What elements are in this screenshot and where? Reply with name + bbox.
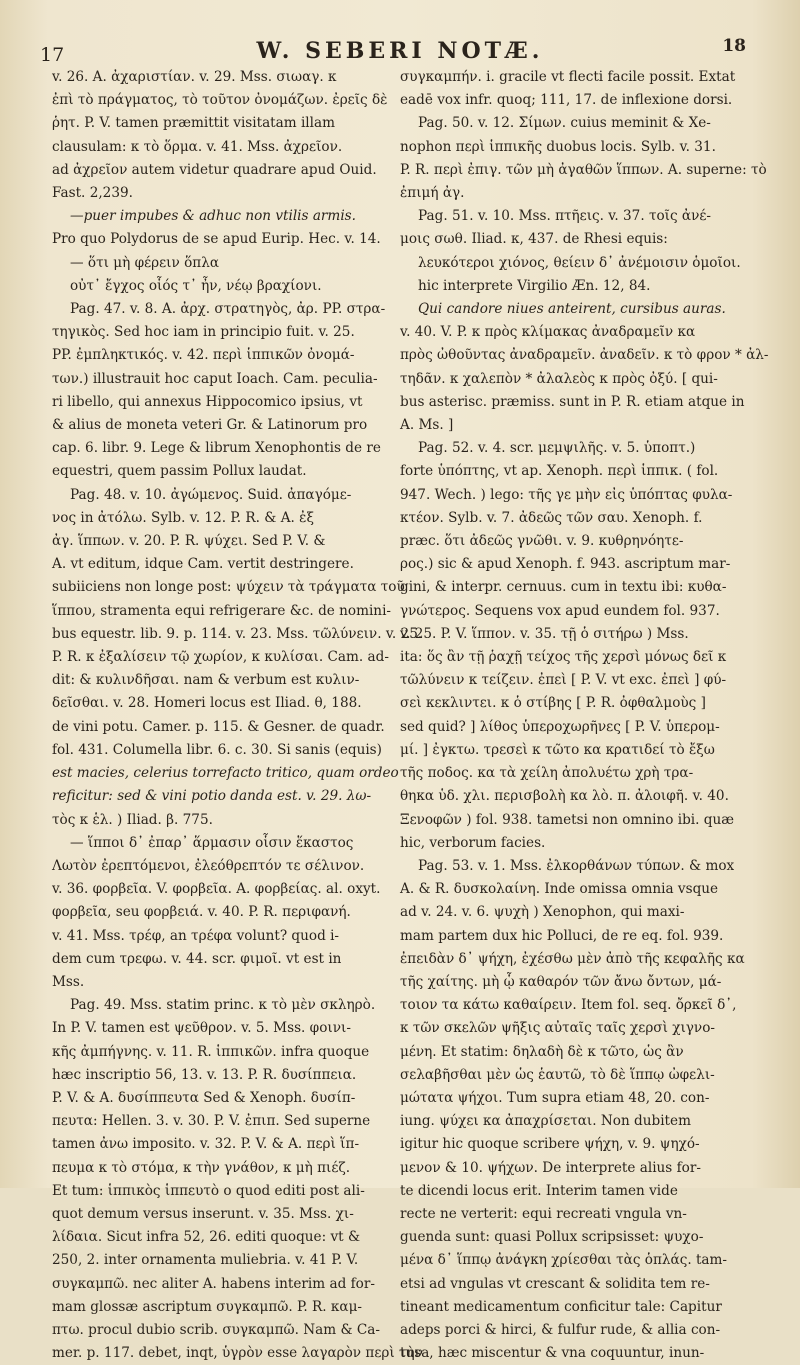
text-line: guenda sunt: quasi Pollux scripsisset: ψυχο-	[400, 1229, 704, 1246]
text-line: P. R. κ ἐξαλίσειν τῷ χωρίον, κ κυλίσαι. Cam. ad-	[52, 649, 389, 666]
text-line: Mss.	[52, 973, 85, 990]
text-line: μώτατα ψήχοι. Tum supra etiam 48, 20. con-	[400, 1089, 710, 1106]
text-line: A. Ms. ]	[400, 417, 454, 434]
text-line: Ξενοφῶν ) fol. 938. tametsi non omnino ibi. quæ	[400, 811, 734, 828]
text-line: tineant medicamentum conficitur tale: Capitur	[400, 1298, 722, 1315]
text-line: subiiciens non longe post: ψύχειν τὰ τράγματα τοῦ	[52, 579, 405, 596]
text-line: ἐπιμή ἀγ.	[400, 185, 465, 202]
page-header	[40, 36, 760, 70]
text-line: A. & R. δυσκολαίνη. Inde omissa omnia vsque	[400, 881, 719, 898]
text-line: P. R. περὶ ἐπιγ. τῶν μὴ ἀγαθῶν ἵππων. A. superne: τὸ	[400, 161, 767, 178]
text-line: κ τῶν σκελῶν ψῆξις αὐταῖς ταῖς χερσὶ χιγνο-	[400, 1020, 715, 1037]
text-line: gini, & interpr. cernuus. cum in textu ibi: κυθα-	[400, 579, 727, 596]
text-line: γνώτερος. Sequens vox apud eundem fol. 937.	[400, 602, 720, 619]
text-line: πρὸς ὠθοῦντας ἀναδραμεῖν. ἀναδεῖν. κ τὸ φρον * ἀλ-	[400, 347, 769, 364]
text-line: ita: ὅς ἂν τῇ ῥαχῇ τείχος τῆς χερσὶ μόνως δεῖ κ	[400, 649, 727, 666]
text-line: μί. ] ἐγκτω. τρεσεὶ κ τῶτο κα κρατιδεί τὸ ἔξω	[400, 741, 715, 758]
text-line: ἐπὶ τὸ πράγματος, τὸ τοῦτον ὀνομάζων. ἐρεῖς δὲ	[52, 92, 388, 109]
text-line: —puer impubes & adhuc non vtilis armis.	[70, 208, 356, 225]
text-line: κῆς ἀμπήγνης. v. 11. R. ἱππικῶν. infra quoque	[52, 1043, 370, 1060]
text-line: v. 26. A. ἀχαριστίαν. v. 29. Mss. σιωαγ. κ	[52, 69, 337, 85]
text-line: & alius de moneta veteri Gr. & Latinorum pro	[52, 417, 368, 434]
text-line: bus equestr. lib. 9. p. 114. v. 23. Mss. τῶλύνειν. v. 25.	[52, 625, 423, 642]
text-line: mer. p. 117. debet, inqt, ὑγρὸν esse λαγαρὸν περὶ τὴν	[52, 1345, 423, 1362]
text-line: v. 41. Mss. τρέφ, an τρέφα volunt? quod i-	[52, 927, 340, 944]
left-column	[52, 66, 423, 1362]
text-line: de vini potu. Camer. p. 115. & Gesner. de quadr.	[52, 718, 385, 735]
text-line: σελαβῆσθαι μὲν ὡς ἑαυτῶ, τὸ δὲ ἵππῳ ὠφελι-	[400, 1066, 715, 1083]
text-line: λίδαια. Sicut infra 52, 26. editi quoque: vt &	[52, 1229, 361, 1246]
text-line: PP. ἐμπληκτικός. v. 42. περὶ ἱππικῶν ὀνομά-	[52, 347, 355, 364]
text-line: θηκα ὑδ. χλι. περισβολὴ κα λὸ. π. ἀλοιφῆ. v. 40.	[400, 788, 729, 805]
text-line: ri libello, qui annexus Hippocomico ipsius, vt	[52, 393, 363, 410]
text-line: ἐπειδὰν δ᾽ ψήχη, ἐχέσθω μὲν ἀπὸ τῆς κεφαλῆς κα	[400, 950, 745, 967]
page-number-right: 18	[722, 36, 746, 56]
text-line: Pag. 47. v. 8. A. ἀρχ. στρατηγὸς, ἀρ. PP. στρα-	[70, 301, 386, 318]
text-line: v. 25. P. V. ἵππον. v. 35. τῇ ὁ σιτήρω ) Mss.	[400, 625, 689, 642]
text-line: ῥητ. P. V. tamen præmittit visitatam illam	[52, 115, 335, 132]
text-line: P. V. & A. δυσίππευτα Sed & Xenoph. δυσίπ-	[52, 1089, 356, 1106]
text-line: πτω. procul dubio scrib. συγκαμπῶ. Nam & Ca-	[52, 1321, 380, 1338]
text-line: fol. 431. Columella libr. 6. c. 30. Si sanis (equis)	[52, 741, 382, 758]
text-line: dem cum τρεφω. v. 44. scr. φιμοῖ. vt est in	[52, 950, 342, 967]
text-line: οὐτ᾽ ἔγχος οἷός τ᾽ ἦν, νέῳ βραχίονι.	[70, 277, 322, 294]
text-line: hic interprete Virgilio Æn. 12, 84.	[418, 277, 651, 294]
text-line: τὸς κ ἑλ. ) Iliad. β. 775.	[52, 811, 213, 828]
text-line: σεὶ κεκλιντει. κ ὁ στίβης [ P. R. ὀφθαλμοὺς ]	[400, 695, 706, 712]
text-line: v. 40. V. P. κ πρὸς κλίμακας ἀναδραμεῖν κα	[400, 324, 696, 341]
text-line: te dicendi locus erit. Interim tamen vide	[400, 1182, 678, 1199]
text-line: νος in ἀτόλω. Sylb. v. 12. P. R. & A. ἐξ	[52, 509, 314, 526]
text-line: Pag. 48. v. 10. ἀγώμενος. Suid. ἀπαγόμε-	[70, 486, 352, 503]
text-line: συγκαμπῶ. nec aliter A. habens interim ad for-	[52, 1275, 375, 1292]
text-line: τηδᾶν. κ χαλεπὸν * ἀλαλεὸς κ πρὸς ὀξύ. [ qui-	[400, 370, 718, 387]
text-line: 250, 2. inter ornamenta muliebria. v. 41 P. V.	[52, 1252, 359, 1269]
text-line: — ὅτι μὴ φέρειν ὅπλα	[70, 254, 219, 271]
text-line: iung. ψύχει κα ἀπαχρίσεται. Non dubitem	[400, 1113, 691, 1130]
text-line: ad ἀχρεῖον autem videtur quadrare apud Ouid.	[52, 161, 377, 178]
text-line: των.) illustrauit hoc caput Ioach. Cam. peculia-	[52, 370, 378, 387]
text-line: equestri, quem passim Pollux laudat.	[52, 463, 307, 480]
text-line: τηγικὸς. Sed hoc iam in principio fuit. v. 25.	[52, 324, 355, 341]
text-line: igitur hic quoque scribere ψήχη, v. 9. ψηχό-	[400, 1136, 700, 1153]
text-line: Fast. 2,239.	[52, 185, 133, 202]
text-line: dit: & κυλινδῆσαι. nam & verbum est κυλιν-	[52, 672, 360, 689]
text-line: Pag. 50. v. 12. Σίμων. cuius meminit & Xe-	[418, 115, 711, 132]
text-line: Pag. 53. v. 1. Mss. ἐλκορθάνων τύπων. & mox	[418, 857, 735, 874]
text-line: forte ὑπόπτης, vt ap. Xenoph. περὶ ἱππικ. ( fol.	[400, 463, 719, 480]
text-line: τῶλύνειν κ τείζειν. ἐπεὶ [ P. V. vt exc. ἐπεὶ ] φύ-	[400, 672, 727, 689]
text-line: præc. ὅτι ἀδεῶς γνῶθι. v. 9. κυθρηνόητε-	[400, 533, 684, 550]
text-line: eadē vox infr. quoq; 111, 17. de inflexione dorsi.	[400, 92, 733, 109]
text-line: clausulam: κ τὸ ὅρμα. v. 41. Mss. ἀχρεῖον.	[52, 138, 343, 155]
text-line: — ἵπποι δ᾽ ἐπαρ᾽ ἅρμασιν οἷσιν ἕκαστος	[70, 834, 354, 851]
text-line: κτέον. Sylb. v. 7. ἀδεῶς τῶν σαυ. Xenoph. f.	[400, 509, 703, 526]
text-line: μοις σωθ. Iliad. κ, 437. de Rhesi equis:	[400, 231, 668, 248]
text-line: φορβεῖα, seu φορβειά. v. 40. P. R. περιφανή.	[52, 904, 351, 921]
text-line: mam partem dux hic Polluci, de re eq. fol. 939.	[400, 927, 724, 944]
text-line: v. 36. φορβεῖα. V. φορβεῖα. A. φορβείας. al. oxyt.	[52, 881, 381, 898]
text-line: πευτα: Hellen. 3. v. 30. P. V. ἐπιπ. Sed superne	[52, 1113, 371, 1130]
text-line: Pag. 51. v. 10. Mss. πτῆεις. v. 37. τοῖς ἀνέ-	[418, 208, 712, 225]
text-line: μένα δ᾽ ἵππῳ ἀνάγκη χρίεσθαι τὰς ὁπλάς. tam-	[400, 1252, 728, 1269]
text-line: A. vt editum, idque Cam. vertit destringere.	[52, 556, 354, 573]
text-line: tusa, hæc miscentur & vna coquuntur, inun-	[400, 1345, 705, 1362]
text-line: bus asterisc. præmiss. sunt in P. R. etiam atque in	[400, 393, 745, 410]
text-line: adeps porci & hirci, & fulfur rude, & allia con-	[400, 1321, 721, 1338]
text-line: hic, verborum facies.	[400, 834, 546, 851]
text-line: reficitur: sed & vini potio danda est. v. 29. λω-	[52, 788, 372, 805]
text-line: Λωτὸν ἐρεπτόμενοι, ἐλεόθρεπτόν τε σέλινον.	[52, 857, 365, 874]
text-line: Qui candore niues anteirent, cursibus auras.	[418, 301, 726, 318]
text-line: μένη. Et statim: δηλαδὴ δὲ κ τῶτο, ὡς ἂν	[400, 1043, 684, 1060]
text-line: nophon περὶ ἱππικῆς duobus locis. Sylb. v. 31.	[400, 138, 716, 155]
text-line: Et tum: ἱππικὸς ἱππευτὸ ο quod editi post ali-	[52, 1182, 365, 1199]
text-line: 947. Wech. ) lego: τῆς γε μὴν εἰς ὑπόπτας φυλα-	[400, 486, 733, 503]
right-column	[400, 66, 769, 1362]
text-line: est macies, celerius torrefacto tritico, quam ordeo	[52, 765, 399, 782]
text-line: quot demum versus inserunt. v. 35. Mss. χι-	[52, 1205, 354, 1222]
text-line: In P. V. tamen est ψεῦθρον. v. 5. Mss. φοινι-	[52, 1020, 351, 1037]
text-line: etsi ad vngulas vt crescant & solidita tem re-	[400, 1275, 710, 1292]
text-line: λευκότεροι χιόνος, θείειν δ᾽ ἀνέμοισιν ὁμοῖοι.	[418, 254, 741, 271]
text-line: Pag. 52. v. 4. scr. μεμψιλῆς. v. 5. ὑποπτ.)	[418, 440, 696, 457]
text-line: Pro quo Polydorus de se apud Eurip. Hec. v. 14.	[52, 231, 381, 248]
text-line: τοιον τα κάτω καθαίρειν. Item fol. seq. ὄρκεῖ δ᾽,	[400, 997, 737, 1014]
text-line: ρος.) sic & apud Xenoph. f. 943. ascriptum mar-	[400, 556, 731, 573]
text-line: recte ne verterit: equi recreati vngula vn-	[400, 1205, 687, 1222]
text-line: συγκαμπήν. i. gracile vt flecti facile possit. Extat	[400, 69, 736, 85]
text-line: cap. 6. libr. 9. Lege & librum Xenophontis de re	[52, 440, 381, 457]
text-line: sed quid? ] λίθος ὑπεροχωρῆνες [ P. V. ὑπερομ-	[400, 718, 720, 735]
running-head: W. SEBERI NOTÆ.	[256, 38, 544, 64]
text-line: δεῖσθαι. v. 28. Homeri locus est Iliad. θ, 188.	[52, 695, 362, 712]
text-line: ἵππου, stramenta equi refrigerare &c. de nomini-	[52, 602, 392, 619]
text-line: τῆς ποδος. κα τὰ χείλη ἀπολυέτω χρὴ τρα-	[400, 765, 694, 782]
text-line: ἀγ. ἵππων. v. 20. P. R. ψύχει. Sed P. V. &	[52, 533, 326, 550]
text-line: ad v. 24. v. 6. ψυχὴ ) Xenophon, qui maxi-	[400, 904, 685, 921]
text-line: tamen ἀνω imposito. v. 32. P. V. & A. περὶ ἵπ-	[52, 1136, 360, 1153]
text-line: μενον & 10. ψήχων. De interprete alius for-	[400, 1159, 701, 1176]
text-line: πευμα κ τὸ στόμα, κ τὴν γνάθον, κ μὴ πιέζ.	[52, 1159, 351, 1176]
text-line: τῆς χαίτης. μὴ ᾧ καθαρόν τῶν ἄνω ὄντων, μά-	[400, 973, 722, 990]
text-line: Pag. 49. Mss. statim princ. κ τὸ μὲν σκληρὸ.	[70, 997, 376, 1014]
text-line: hæc inscriptio 56, 13. v. 13. P. R. δυσίππεια.	[52, 1066, 357, 1083]
page-number-left: 17	[40, 44, 65, 66]
text-line: mam glossæ ascriptum συγκαμπῶ. P. R. καμ-	[52, 1298, 363, 1315]
